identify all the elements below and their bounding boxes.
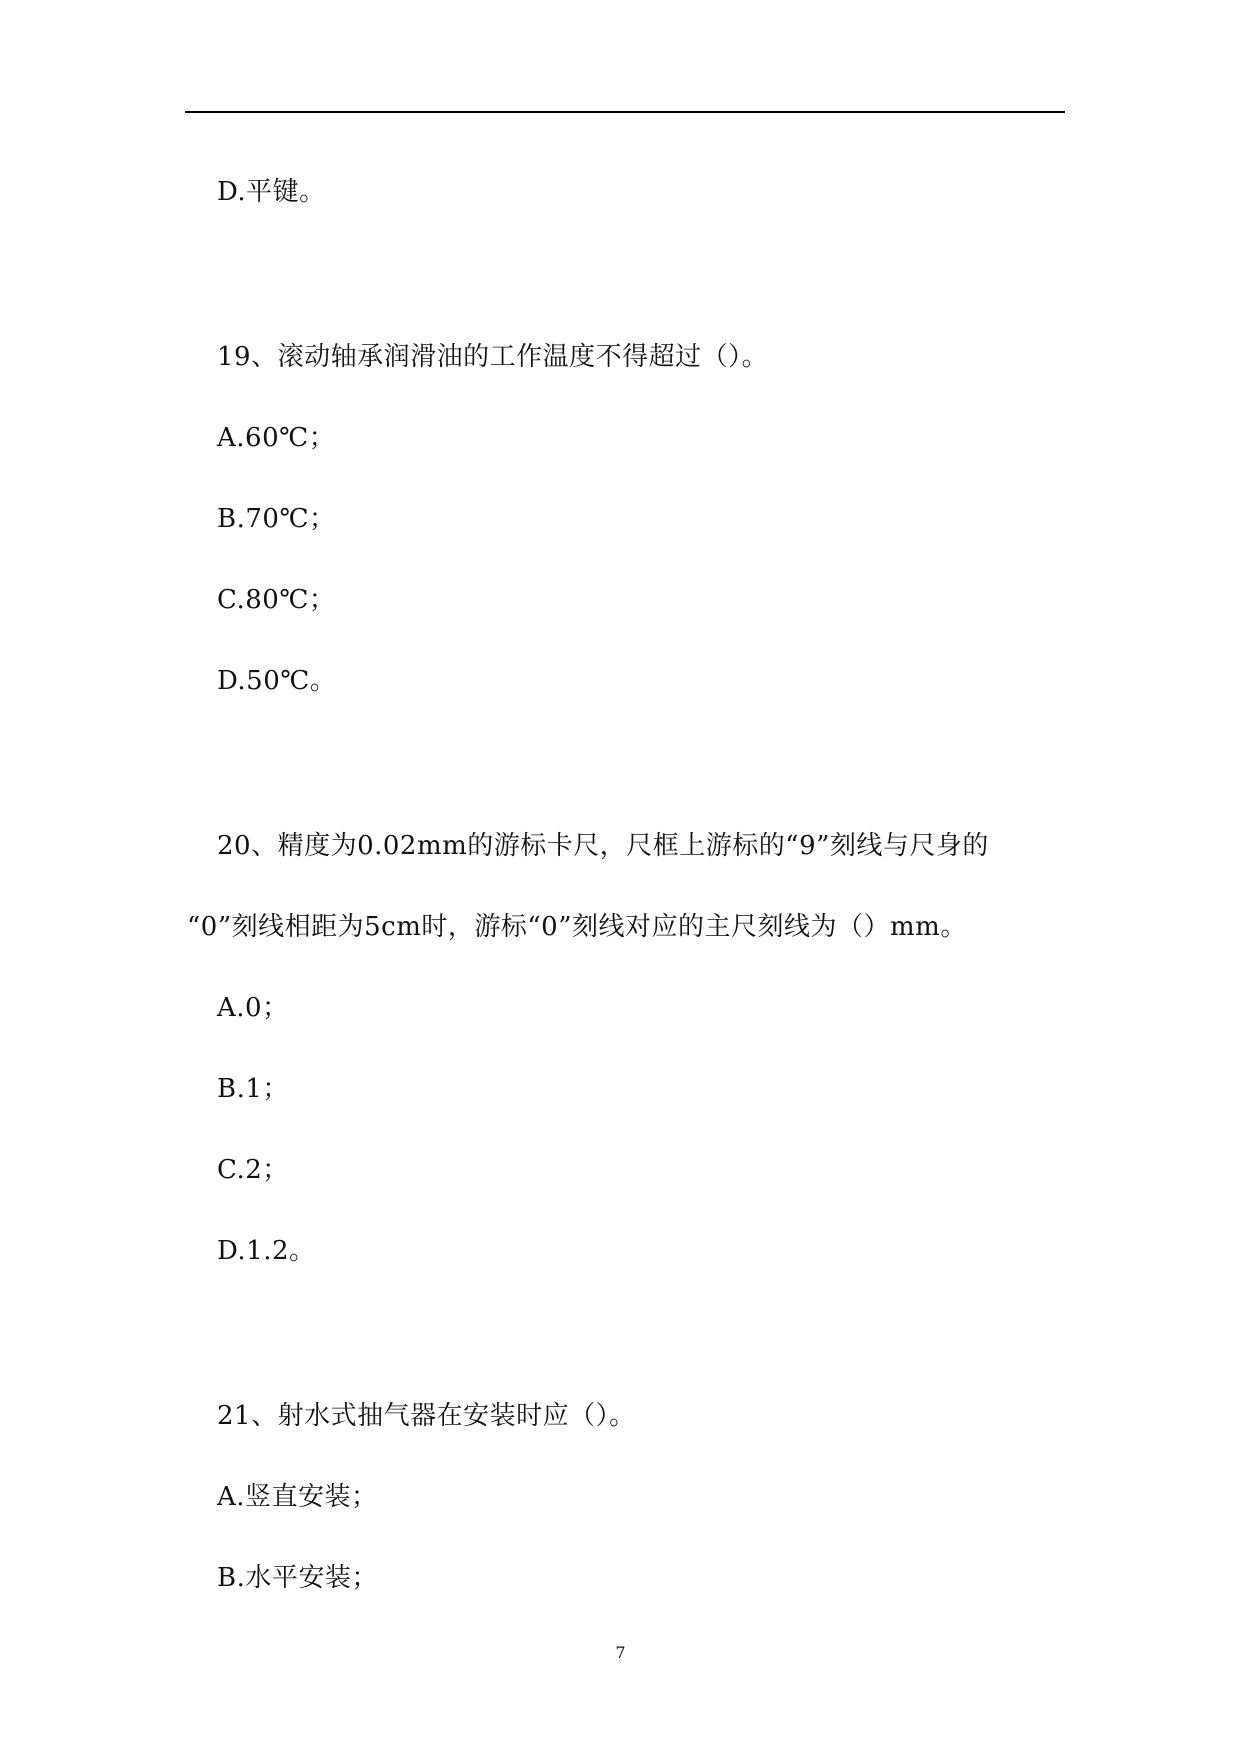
q21-option-a: A.竖直安装； [217,1482,378,1512]
q21-stem: 21、射水式抽气器在安装时应（）。 [217,1401,636,1431]
q21-option-b: B.水平安装； [217,1563,378,1593]
q18-option-d: D.平键。 [217,177,326,207]
q20-stem-line1: 20、精度为0.02mm的游标卡尺，尺框上游标的“9”刻线与尺身的 [217,831,989,861]
q19-option-d: D.50℃。 [217,666,337,696]
q20-option-b: B.1； [217,1074,289,1104]
q20-option-d: D.1.2。 [217,1236,316,1266]
q20-stem-line2: “0”刻线相距为5cm时，游标“0”刻线对应的主尺刻线为（）mm。 [187,912,967,942]
q20-option-c: C.2； [217,1155,289,1185]
q20-option-a: A.0； [217,993,289,1023]
q19-option-c: C.80℃； [217,585,336,615]
q19-option-a: A.60℃； [217,423,336,453]
header-rule [185,111,1065,113]
page-number: 7 [615,1643,626,1662]
q19-option-b: B.70℃； [217,504,336,534]
q19-stem: 19、滚动轴承润滑油的工作温度不得超过（）。 [217,342,769,372]
